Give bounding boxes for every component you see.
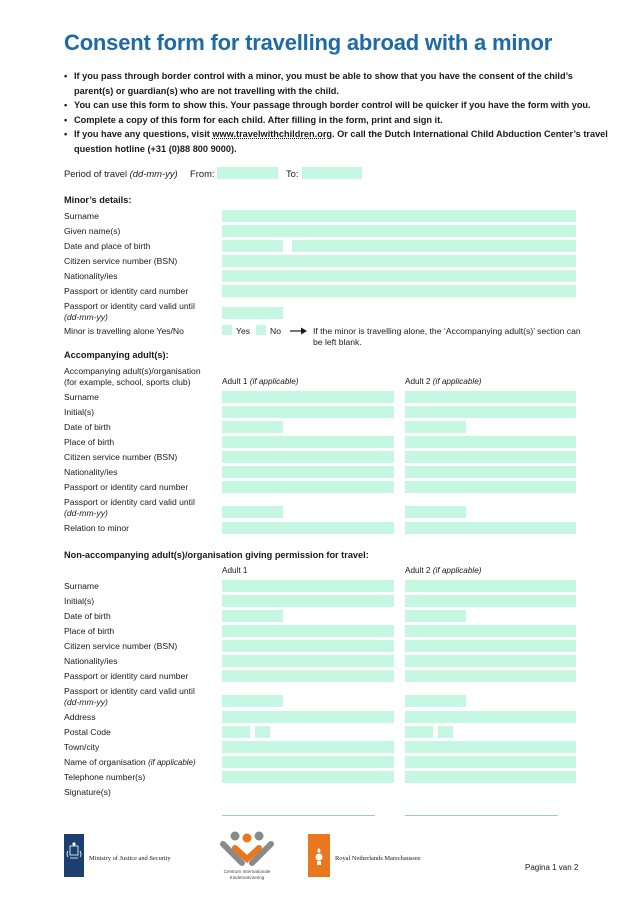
adult1-text: Adult 1 bbox=[222, 377, 248, 386]
travelwithchildren-link[interactable]: www.travelwithchildren.org bbox=[212, 129, 333, 140]
nonacc-orgname-label bbox=[64, 757, 196, 768]
nonacc-valid-format: (dd-mm-yy) bbox=[64, 697, 108, 707]
nonacc-adult1-nationality-field[interactable] bbox=[222, 655, 394, 667]
nonacc-adult2-dob-field[interactable] bbox=[405, 610, 466, 622]
minor-dob-field[interactable] bbox=[222, 240, 283, 252]
period-from-field[interactable] bbox=[217, 167, 278, 179]
minor-bsn-field[interactable] bbox=[222, 255, 576, 267]
nonacc-nationality-label: Nationality/ies bbox=[64, 656, 118, 666]
nonacc-surname-label: Surname bbox=[64, 581, 99, 591]
nonacc-adult2-pob-field[interactable] bbox=[405, 625, 576, 637]
nonacc-signature-label: Signature(s) bbox=[64, 787, 111, 797]
period-from-label: From: bbox=[190, 168, 215, 179]
instruction-4-prefix: If you have any questions, visit bbox=[74, 129, 213, 140]
nonacc-adult2-bsn-field[interactable] bbox=[405, 640, 576, 652]
nonacc-initials-label: Initial(s) bbox=[64, 596, 95, 606]
minor-bsn-label: Citizen service number (BSN) bbox=[64, 256, 178, 266]
nonacc-adult2-town-field[interactable] bbox=[405, 741, 576, 753]
centrum-name-1: Centrum Internationale bbox=[223, 869, 271, 874]
nonacc-adult2-postal-digits-field[interactable] bbox=[405, 726, 433, 738]
nonacc-pob-label: Place of birth bbox=[64, 626, 115, 636]
acc-adult2-pob-field[interactable] bbox=[405, 436, 576, 448]
nonacc-adult2-valid-field[interactable] bbox=[405, 695, 466, 707]
minor-pob-field[interactable] bbox=[292, 240, 576, 252]
minor-given-field[interactable] bbox=[222, 225, 576, 237]
nonacc-adult1-initials-field[interactable] bbox=[222, 595, 394, 607]
acc-pob-label: Place of birth bbox=[64, 437, 115, 447]
nonacc-adult2-telephone-field[interactable] bbox=[405, 771, 576, 783]
minor-valid-field[interactable] bbox=[222, 307, 283, 319]
instruction-2: • You can use this form to show this. Your passage through border control will be quicker if you have the form with you. bbox=[64, 98, 614, 113]
acc-adult1-bsn-field[interactable] bbox=[222, 451, 394, 463]
nonacc-adult1-passport-field[interactable] bbox=[222, 670, 394, 682]
minor-valid-format: (dd-mm-yy) bbox=[64, 312, 108, 322]
acc-valid-label: Passport or identity card valid until bbox=[64, 497, 195, 507]
accompanying-org-example: (for example, school, sports club) bbox=[64, 377, 191, 387]
accompanying-org-label: Accompanying adult(s)/organisation bbox=[64, 366, 201, 376]
minor-surname-label: Surname bbox=[64, 211, 99, 221]
nonacc-adult2-postal-letters-field[interactable] bbox=[438, 726, 453, 738]
nonacc-adult2-surname-field[interactable] bbox=[405, 580, 576, 592]
nonacc-adult1-bsn-field[interactable] bbox=[222, 640, 394, 652]
nonacc-adult1-postal-letters-field[interactable] bbox=[255, 726, 270, 738]
instruction-4 bbox=[64, 127, 614, 156]
acc-adult1-initials-field[interactable] bbox=[222, 406, 394, 418]
acc-adult1-valid-field[interactable] bbox=[222, 506, 283, 518]
acc-adult2-initials-field[interactable] bbox=[405, 406, 576, 418]
adult2-signature-line[interactable] bbox=[405, 815, 558, 816]
nonacc-town-label: Town/city bbox=[64, 742, 100, 752]
arrow-right-icon bbox=[290, 327, 308, 335]
page-number: Pagina 1 van 2 bbox=[525, 863, 579, 872]
nonacc-adult1-pob-field[interactable] bbox=[222, 625, 394, 637]
acc-adult2-surname-field[interactable] bbox=[405, 391, 576, 403]
accompanying-adult1-header bbox=[222, 377, 298, 386]
centrum-kinderontvoering-logo-icon bbox=[220, 830, 274, 868]
acc-surname-label: Surname bbox=[64, 392, 99, 402]
acc-dob-label: Date of birth bbox=[64, 422, 111, 432]
period-to-label: To: bbox=[286, 168, 299, 179]
adult2-if-applicable: (if applicable) bbox=[432, 377, 482, 386]
period-label bbox=[64, 168, 178, 179]
ministry-name: Ministry of Justice and Security bbox=[89, 855, 171, 862]
nonacc-adult2-address-field[interactable] bbox=[405, 711, 576, 723]
nonacc-valid-label: Passport or identity card valid until bbox=[64, 686, 195, 696]
nonacc-adult2-initials-field[interactable] bbox=[405, 595, 576, 607]
nonacc-address-label: Address bbox=[64, 712, 96, 722]
acc-adult2-nationality-field[interactable] bbox=[405, 466, 576, 478]
nonacc-adult2-passport-field[interactable] bbox=[405, 670, 576, 682]
acc-nationality-label: Nationality/ies bbox=[64, 467, 118, 477]
acc-bsn-label: Citizen service number (BSN) bbox=[64, 452, 178, 462]
acc-adult1-pob-field[interactable] bbox=[222, 436, 394, 448]
page-title: Consent form for travelling abroad with a minor bbox=[64, 30, 553, 55]
acc-passport-label: Passport or identity card number bbox=[64, 482, 189, 492]
instructions-list bbox=[64, 69, 614, 157]
nonacc-adult1-address-field[interactable] bbox=[222, 711, 394, 723]
adult1-signature-line[interactable] bbox=[222, 815, 375, 816]
nonacc-adult2-text: Adult 2 bbox=[405, 566, 431, 575]
minor-surname-field[interactable] bbox=[222, 210, 576, 222]
period-to-field[interactable] bbox=[302, 167, 362, 179]
nonacc-adult1-town-field[interactable] bbox=[222, 741, 394, 753]
acc-adult1-dob-field[interactable] bbox=[222, 421, 283, 433]
acc-adult1-passport-field[interactable] bbox=[222, 481, 394, 493]
minor-given-label: Given name(s) bbox=[64, 226, 121, 236]
coat-of-arms-icon bbox=[64, 834, 84, 877]
nonacc-adult2-if-applicable: (if applicable) bbox=[432, 566, 482, 575]
nonacc-orgname-note: (if applicable) bbox=[148, 758, 196, 767]
minor-dob-place-label: Date and place of birth bbox=[64, 241, 151, 251]
period-format: (dd-mm-yy) bbox=[129, 168, 178, 179]
instruction-1: • If you pass through border control with a minor, you must be able to show that you have the consent of the child’s parent(s) or guardian(s) who are not travelling with the child. bbox=[64, 69, 614, 98]
acc-initials-label: Initial(s) bbox=[64, 407, 95, 417]
minor-alone-label: Minor is travelling alone Yes/No bbox=[64, 326, 184, 336]
minor-alone-yes-checkbox[interactable] bbox=[222, 325, 232, 335]
minor-alone-note: If the minor is travelling alone, the ‘Accompanying adult(s)’ section can be left blank. bbox=[313, 326, 581, 347]
acc-adult2-relation-field[interactable] bbox=[405, 522, 576, 534]
instruction-4-suffix: . Or call the Dutch International Child Abduction Center’s travel question hotline (+31 (0)88 800 9000). bbox=[74, 129, 608, 154]
nonacc-telephone-label: Telephone number(s) bbox=[64, 772, 146, 782]
adult1-if-applicable: (if applicable) bbox=[249, 377, 299, 386]
nonacc-bsn-label: Citizen service number (BSN) bbox=[64, 641, 178, 651]
nonacc-orgname-text: Name of organisation bbox=[64, 757, 146, 767]
acc-adult1-surname-field[interactable] bbox=[222, 391, 394, 403]
minor-nationality-label: Nationality/ies bbox=[64, 271, 118, 281]
marechaussee-logo bbox=[308, 834, 330, 877]
nonacc-adult2-header bbox=[405, 566, 481, 575]
nonacc-adult1-header: Adult 1 bbox=[222, 566, 248, 575]
minor-valid-label: Passport or identity card valid until bbox=[64, 301, 195, 311]
nonacc-adult2-nationality-field[interactable] bbox=[405, 655, 576, 667]
nonacc-postal-label: Postal Code bbox=[64, 727, 111, 737]
minor-alone-no-label: No bbox=[270, 326, 281, 336]
centrum-name-2: Kinderontvoering bbox=[229, 875, 265, 880]
adult2-text: Adult 2 bbox=[405, 377, 431, 386]
marechaussee-name: Royal Netherlands Marechaussee bbox=[335, 855, 421, 862]
nonacc-adult1-valid-field[interactable] bbox=[222, 695, 283, 707]
accompanying-adult2-header bbox=[405, 377, 481, 386]
nonacc-adult1-postal-digits-field[interactable] bbox=[222, 726, 250, 738]
instruction-3: • Complete a copy of this form for each child. After filling in the form, print and sign it. bbox=[64, 113, 614, 128]
minor-alone-no-checkbox[interactable] bbox=[256, 325, 266, 335]
acc-relation-label: Relation to minor bbox=[64, 523, 129, 533]
ministry-logo bbox=[64, 834, 84, 877]
nonacc-adult2-orgname-field[interactable] bbox=[405, 756, 576, 768]
nonacc-passport-label: Passport or identity card number bbox=[64, 671, 189, 681]
minor-alone-yes-label: Yes bbox=[236, 326, 251, 336]
nonacc-adult1-surname-field[interactable] bbox=[222, 580, 394, 592]
minor-heading: Minor’s details: bbox=[64, 195, 132, 205]
nonacc-adult1-dob-field[interactable] bbox=[222, 610, 283, 622]
nonacc-dob-label: Date of birth bbox=[64, 611, 111, 621]
nonacc-adult1-orgname-field[interactable] bbox=[222, 756, 394, 768]
acc-adult2-valid-field[interactable] bbox=[405, 506, 466, 518]
acc-adult1-relation-field[interactable] bbox=[222, 522, 394, 534]
minor-passport-label: Passport or identity card number bbox=[64, 286, 189, 296]
acc-adult2-dob-field[interactable] bbox=[405, 421, 466, 433]
grenade-emblem-icon bbox=[308, 834, 330, 877]
acc-adult2-passport-field[interactable] bbox=[405, 481, 576, 493]
acc-adult2-bsn-field[interactable] bbox=[405, 451, 576, 463]
period-text: Period of travel bbox=[64, 168, 128, 179]
nonacc-adult1-telephone-field[interactable] bbox=[222, 771, 394, 783]
minor-nationality-field[interactable] bbox=[222, 270, 576, 282]
accompanying-heading: Accompanying adult(s): bbox=[64, 350, 169, 360]
nonacc-heading: Non-accompanying adult(s)/organisation giving permission for travel: bbox=[64, 550, 369, 560]
minor-passport-field[interactable] bbox=[222, 285, 576, 297]
acc-valid-format: (dd-mm-yy) bbox=[64, 508, 108, 518]
acc-adult1-nationality-field[interactable] bbox=[222, 466, 394, 478]
